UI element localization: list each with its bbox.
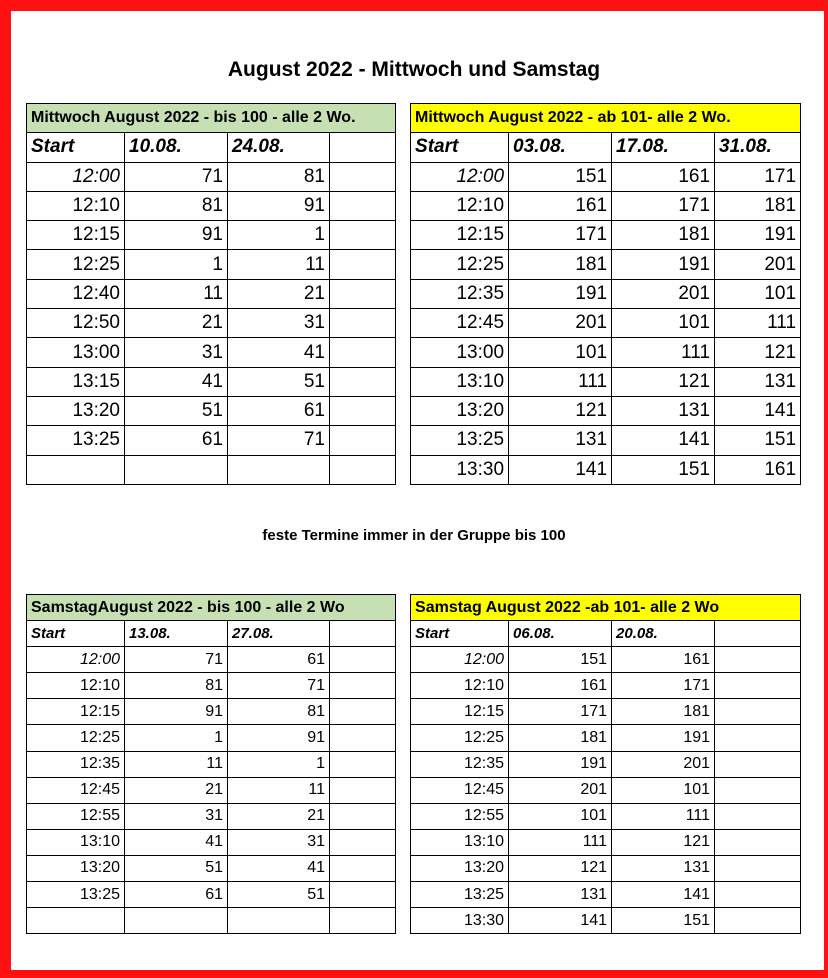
- group-number-cell: 181: [715, 191, 801, 220]
- start-time-cell: 12:25: [27, 250, 125, 279]
- group-number-cell: 151: [509, 162, 612, 191]
- group-number-cell: [715, 647, 801, 673]
- column-separator: [396, 829, 411, 855]
- column-separator: [396, 803, 411, 829]
- group-number-cell: 161: [612, 162, 715, 191]
- column-separator: [396, 673, 411, 699]
- empty-cell: [330, 882, 396, 908]
- group-number-cell: 51: [228, 367, 330, 396]
- group-number-cell: 51: [228, 882, 330, 908]
- group-number-cell: [715, 725, 801, 751]
- empty-cell: [330, 647, 396, 673]
- column-separator: [396, 250, 411, 279]
- group-number-cell: 171: [612, 673, 715, 699]
- column-separator: [396, 455, 411, 484]
- group-number-cell: [715, 673, 801, 699]
- group-number-cell: 121: [509, 396, 612, 425]
- group-number-cell: 191: [612, 725, 715, 751]
- date-column-header: [330, 621, 396, 647]
- table-row: [27, 803, 801, 829]
- group-number-cell: 91: [228, 191, 330, 220]
- start-time-cell: 12:25: [411, 250, 509, 279]
- column-separator: [396, 855, 411, 881]
- group-number-cell: 131: [612, 396, 715, 425]
- empty-cell: [330, 338, 396, 367]
- column-separator: [396, 751, 411, 777]
- start-time-cell: 13:20: [27, 855, 125, 881]
- empty-cell: [330, 829, 396, 855]
- group-number-cell: 201: [509, 777, 612, 803]
- group-number-cell: 81: [228, 162, 330, 191]
- date-column-header: 10.08.: [125, 133, 228, 162]
- group-number-cell: 151: [509, 647, 612, 673]
- column-separator: [396, 338, 411, 367]
- table-row: [27, 673, 801, 699]
- group-number-cell: 81: [125, 191, 228, 220]
- start-time-cell: 12:35: [411, 279, 509, 308]
- table-row: [27, 699, 801, 725]
- start-time-cell: 13:20: [27, 396, 125, 425]
- start-time-cell: 13:30: [411, 455, 509, 484]
- date-column-header: 06.08.: [509, 621, 612, 647]
- start-time-cell: 13:15: [27, 367, 125, 396]
- group-number-cell: 111: [509, 367, 612, 396]
- table-row: [27, 396, 801, 425]
- empty-cell: [330, 455, 396, 484]
- group-number-cell: 101: [612, 777, 715, 803]
- group-number-cell: 71: [125, 647, 228, 673]
- group-number-cell: 191: [509, 751, 612, 777]
- start-time-cell: 12:35: [27, 751, 125, 777]
- group-number-cell: 141: [509, 455, 612, 484]
- column-separator: [396, 396, 411, 425]
- empty-cell: [330, 673, 396, 699]
- start-time-cell: 13:10: [27, 829, 125, 855]
- group-number-cell: 91: [125, 221, 228, 250]
- start-column-header: Start: [27, 621, 125, 647]
- start-time-cell: 12:50: [27, 309, 125, 338]
- group-number-cell: 161: [509, 191, 612, 220]
- group-number-cell: 101: [612, 309, 715, 338]
- date-column-header: 24.08.: [228, 133, 330, 162]
- start-time-cell: 13:20: [411, 855, 509, 881]
- start-time-cell: 12:10: [27, 191, 125, 220]
- group-number-cell: 151: [612, 908, 715, 934]
- page-title: August 2022 - Mittwoch und Samstag: [227, 58, 601, 81]
- column-separator: [396, 426, 411, 455]
- group-header-ab-101: Samstag August 2022 -ab 101- alle 2 Wo: [411, 595, 801, 621]
- empty-cell: [330, 725, 396, 751]
- group-number-cell: 41: [125, 367, 228, 396]
- column-separator: [396, 595, 411, 621]
- column-separator: [396, 279, 411, 308]
- group-number-cell: 41: [228, 338, 330, 367]
- group-number-cell: 151: [612, 455, 715, 484]
- group-number-cell: 71: [228, 673, 330, 699]
- table-row: [27, 279, 801, 308]
- start-time-cell: 12:35: [411, 751, 509, 777]
- group-number-cell: 51: [125, 396, 228, 425]
- group-number-cell: 131: [509, 426, 612, 455]
- group-number-cell: 181: [509, 250, 612, 279]
- group-number-cell: 201: [509, 309, 612, 338]
- group-number-cell: [125, 908, 228, 934]
- column-separator: [396, 908, 411, 934]
- date-column-header: 13.08.: [125, 621, 228, 647]
- group-number-cell: 111: [715, 309, 801, 338]
- saturday-schedule-table: [26, 594, 801, 934]
- start-time-cell: 13:00: [27, 338, 125, 367]
- group-number-cell: 191: [715, 221, 801, 250]
- table-row: [27, 191, 801, 220]
- group-number-cell: 121: [612, 829, 715, 855]
- group-number-cell: 31: [125, 803, 228, 829]
- start-time-cell: 13:25: [411, 882, 509, 908]
- table-row: [27, 908, 801, 934]
- group-number-cell: 1: [125, 250, 228, 279]
- group-header-ab-101: Mittwoch August 2022 - ab 101- alle 2 Wo.: [411, 104, 801, 133]
- table-row: [27, 829, 801, 855]
- group-number-cell: 31: [228, 829, 330, 855]
- group-number-cell: 111: [612, 338, 715, 367]
- empty-cell: [330, 367, 396, 396]
- table-row: [27, 250, 801, 279]
- empty-cell: [330, 751, 396, 777]
- empty-cell: [330, 699, 396, 725]
- start-time-cell: 12:10: [411, 191, 509, 220]
- group-number-cell: 101: [509, 803, 612, 829]
- group-number-cell: 91: [228, 725, 330, 751]
- start-time-cell: 12:45: [411, 777, 509, 803]
- group-number-cell: 201: [612, 751, 715, 777]
- table-row: [27, 882, 801, 908]
- column-separator: [396, 191, 411, 220]
- group-number-cell: 171: [509, 221, 612, 250]
- column-separator: [396, 104, 411, 133]
- group-number-cell: 61: [228, 396, 330, 425]
- group-number-cell: 171: [509, 699, 612, 725]
- group-header-bis-100: Mittwoch August 2022 - bis 100 - alle 2 Wo.: [27, 104, 396, 133]
- start-time-cell: 12:15: [411, 221, 509, 250]
- group-note: feste Termine immer in der Gruppe bis 100: [262, 527, 566, 544]
- group-number-cell: 1: [228, 751, 330, 777]
- group-number-cell: 11: [228, 250, 330, 279]
- group-number-cell: 161: [509, 673, 612, 699]
- group-number-cell: 191: [612, 250, 715, 279]
- group-number-cell: 121: [612, 367, 715, 396]
- group-number-cell: [715, 882, 801, 908]
- empty-cell: [330, 426, 396, 455]
- group-header-row: [27, 595, 801, 621]
- group-number-cell: 11: [125, 751, 228, 777]
- group-number-cell: [715, 803, 801, 829]
- column-header-row: [27, 621, 801, 647]
- group-number-cell: 131: [715, 367, 801, 396]
- table-row: [27, 455, 801, 484]
- group-number-cell: [715, 751, 801, 777]
- group-number-cell: 131: [612, 855, 715, 881]
- group-number-cell: 1: [125, 725, 228, 751]
- group-number-cell: 181: [612, 699, 715, 725]
- empty-cell: [330, 908, 396, 934]
- group-number-cell: 81: [228, 699, 330, 725]
- column-header-row: [27, 133, 801, 162]
- group-number-cell: 101: [715, 279, 801, 308]
- empty-cell: [330, 855, 396, 881]
- table-row: [27, 309, 801, 338]
- start-time-cell: 12:40: [27, 279, 125, 308]
- group-number-cell: 111: [612, 803, 715, 829]
- group-number-cell: 161: [612, 647, 715, 673]
- table-row: [27, 855, 801, 881]
- empty-cell: [330, 221, 396, 250]
- group-number-cell: 161: [715, 455, 801, 484]
- column-separator: [396, 725, 411, 751]
- group-number-cell: 121: [715, 338, 801, 367]
- wednesday-schedule-table: [26, 103, 801, 485]
- group-number-cell: 151: [715, 426, 801, 455]
- group-number-cell: 201: [715, 250, 801, 279]
- group-number-cell: [228, 908, 330, 934]
- group-number-cell: 31: [125, 338, 228, 367]
- empty-cell: [330, 250, 396, 279]
- group-number-cell: 141: [509, 908, 612, 934]
- column-separator: [396, 162, 411, 191]
- start-time-cell: [27, 455, 125, 484]
- start-column-header: Start: [411, 133, 509, 162]
- group-number-cell: 11: [228, 777, 330, 803]
- group-number-cell: 61: [125, 426, 228, 455]
- start-time-cell: 12:00: [27, 647, 125, 673]
- start-column-header: Start: [27, 133, 125, 162]
- start-time-cell: 13:00: [411, 338, 509, 367]
- group-number-cell: 11: [125, 279, 228, 308]
- group-number-cell: 71: [125, 162, 228, 191]
- group-number-cell: 201: [612, 279, 715, 308]
- date-column-header: 03.08.: [509, 133, 612, 162]
- empty-cell: [330, 803, 396, 829]
- group-number-cell: 41: [228, 855, 330, 881]
- start-time-cell: 12:45: [411, 309, 509, 338]
- empty-cell: [330, 777, 396, 803]
- group-number-cell: 111: [509, 829, 612, 855]
- table-row: [27, 367, 801, 396]
- start-time-cell: 13:25: [27, 426, 125, 455]
- group-number-cell: 21: [228, 803, 330, 829]
- group-number-cell: 181: [612, 221, 715, 250]
- date-column-header: 27.08.: [228, 621, 330, 647]
- group-number-cell: 171: [715, 162, 801, 191]
- start-time-cell: 12:25: [27, 725, 125, 751]
- table-row: [27, 338, 801, 367]
- group-number-cell: 61: [125, 882, 228, 908]
- empty-cell: [330, 309, 396, 338]
- column-separator: [396, 221, 411, 250]
- group-number-cell: 141: [612, 426, 715, 455]
- column-separator: [396, 621, 411, 647]
- column-separator: [396, 699, 411, 725]
- group-number-cell: [715, 777, 801, 803]
- column-separator: [396, 777, 411, 803]
- group-number-cell: 101: [509, 338, 612, 367]
- start-time-cell: 12:15: [27, 221, 125, 250]
- empty-cell: [330, 396, 396, 425]
- start-time-cell: 12:00: [411, 647, 509, 673]
- start-time-cell: 12:15: [27, 699, 125, 725]
- group-number-cell: 1: [228, 221, 330, 250]
- group-number-cell: 21: [125, 309, 228, 338]
- date-column-header: [330, 133, 396, 162]
- start-time-cell: 12:10: [411, 673, 509, 699]
- group-number-cell: 141: [612, 882, 715, 908]
- date-column-header: [715, 621, 801, 647]
- start-time-cell: 12:15: [411, 699, 509, 725]
- group-number-cell: 181: [509, 725, 612, 751]
- group-number-cell: 91: [125, 699, 228, 725]
- group-number-cell: [715, 829, 801, 855]
- empty-cell: [330, 191, 396, 220]
- start-time-cell: 12:00: [27, 162, 125, 191]
- start-time-cell: 12:45: [27, 777, 125, 803]
- start-column-header: Start: [411, 621, 509, 647]
- group-number-cell: 81: [125, 673, 228, 699]
- group-number-cell: 171: [612, 191, 715, 220]
- table-row: [27, 777, 801, 803]
- group-number-cell: 21: [125, 777, 228, 803]
- column-separator: [396, 647, 411, 673]
- group-number-cell: 21: [228, 279, 330, 308]
- group-number-cell: 61: [228, 647, 330, 673]
- group-number-cell: 131: [509, 882, 612, 908]
- start-time-cell: 13:30: [411, 908, 509, 934]
- start-time-cell: 13:20: [411, 396, 509, 425]
- table-row: [27, 426, 801, 455]
- group-number-cell: 51: [125, 855, 228, 881]
- start-time-cell: 12:55: [411, 803, 509, 829]
- date-column-header: 20.08.: [612, 621, 715, 647]
- start-time-cell: 13:25: [27, 882, 125, 908]
- group-number-cell: 71: [228, 426, 330, 455]
- start-time-cell: [27, 908, 125, 934]
- start-time-cell: 12:10: [27, 673, 125, 699]
- column-separator: [396, 882, 411, 908]
- group-number-cell: [715, 855, 801, 881]
- group-number-cell: 121: [509, 855, 612, 881]
- start-time-cell: 12:00: [411, 162, 509, 191]
- table-row: [27, 751, 801, 777]
- column-separator: [396, 367, 411, 396]
- column-separator: [396, 309, 411, 338]
- empty-cell: [330, 279, 396, 308]
- start-time-cell: 12:55: [27, 803, 125, 829]
- table-row: [27, 221, 801, 250]
- start-time-cell: 13:10: [411, 829, 509, 855]
- date-column-header: 31.08.: [715, 133, 801, 162]
- group-number-cell: 141: [715, 396, 801, 425]
- group-number-cell: 191: [509, 279, 612, 308]
- group-number-cell: [125, 455, 228, 484]
- group-number-cell: [715, 908, 801, 934]
- group-number-cell: [228, 455, 330, 484]
- group-number-cell: 31: [228, 309, 330, 338]
- group-header-bis-100: SamstagAugust 2022 - bis 100 - alle 2 Wo: [27, 595, 396, 621]
- date-column-header: 17.08.: [612, 133, 715, 162]
- start-time-cell: 12:25: [411, 725, 509, 751]
- start-time-cell: 13:10: [411, 367, 509, 396]
- table-row: [27, 725, 801, 751]
- table-row: [27, 647, 801, 673]
- start-time-cell: 13:25: [411, 426, 509, 455]
- group-number-cell: 41: [125, 829, 228, 855]
- column-separator: [396, 133, 411, 162]
- empty-cell: [330, 162, 396, 191]
- group-number-cell: [715, 699, 801, 725]
- group-header-row: [27, 104, 801, 133]
- table-row: [27, 162, 801, 191]
